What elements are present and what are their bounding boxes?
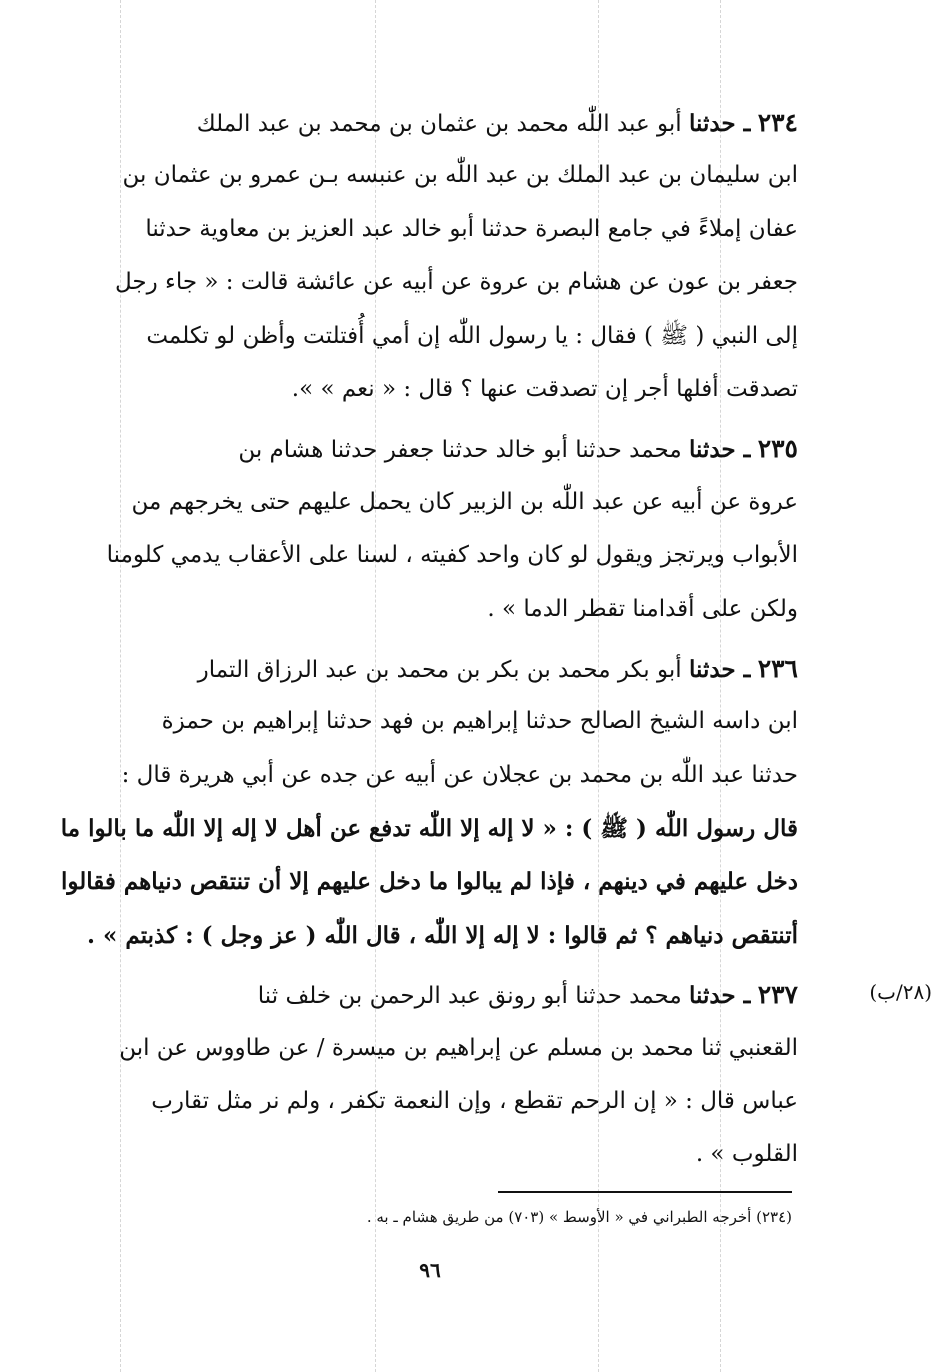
hadith-line-text: محمد حدثنا أبو خالد حدثنا جعفر حدثنا هشام بن — [238, 437, 682, 464]
hadith-number: ٢٣٥ — [757, 434, 798, 464]
hadith-number: ٢٣٤ — [757, 108, 798, 137]
hadith-line: القلوب » . — [695, 1141, 798, 1168]
hadith-line: حدثنا عبد اللّٰه بن محمد بن عجلان عن أبيه عن جده عن أبي هريرة قال : — [121, 761, 798, 788]
hadith-line: عروة عن أبيه عن عبد اللّٰه بن الزبير كان يحمل عليهم حتى يخرجهم من — [131, 488, 798, 515]
manuscript-folio-note: (٢٨/ب) — [869, 980, 932, 1004]
hadith-line — [48, 422, 798, 475]
hadith-235 — [48, 422, 798, 636]
hadith-number: ٢٣٧ — [757, 980, 798, 1010]
hadith-line-text: أبو بكر محمد بن بكر بن محمد بن عبد الرزاق التمار — [197, 656, 682, 683]
hadith-line-text: محمد حدثنا أبو رونق عبد الرحمن بن خلف ثنا — [257, 983, 682, 1010]
hadith-lead: ـ حدثنا — [689, 982, 751, 1010]
footnote-divider — [498, 1191, 792, 1193]
hadith-234 — [48, 96, 798, 416]
hadith-line: الأبواب ويرتجز ويقول لو كان واحد كفيته ، لسنا على الأعقاب يدمي كلومنا — [106, 542, 798, 569]
page-number: ٩٦ — [419, 1258, 441, 1282]
hadith-236 — [48, 642, 798, 962]
hadith-line: ابن داسه الشيخ الصالح حدثنا إبراهيم بن فهد حدثنا إبراهيم بن حمزة — [161, 708, 798, 735]
hadith-line: ابن سليمان بن عبد الملك بن عبد اللّٰه بن عنبسه بـن عمرو بن عثمان بن — [122, 162, 798, 189]
hadith-line: دخل عليهم في دينهم ، فإذا لم يبالوا ما دخل عليهم إلا أن تنتقص دنياهم فقالوا — [60, 868, 798, 896]
hadith-line: عفان إملاءً في جامع البصرة حدثنا أبو خالد عبد العزيز بن معاوية حدثنا — [145, 215, 798, 242]
main-text — [48, 96, 798, 1188]
hadith-line: القعنبي ثنا محمد بن مسلم عن إبراهيم بن ميسرة / عن طاووس عن ابن — [119, 1034, 798, 1061]
footnote: (٢٣٤) أخرجه الطبراني في « الأوسط » (٧٠٣) من طريق هشام ـ به . — [366, 1208, 792, 1226]
hadith-237 — [48, 968, 798, 1182]
hadith-lead: ـ حدثنا — [689, 110, 751, 137]
hadith-lead: ـ حدثنا — [689, 655, 751, 683]
hadith-line: جعفر بن عون عن هشام بن عروة عن أبيه عن عائشة قالت : « جاء رجل — [114, 269, 798, 296]
hadith-line — [48, 96, 798, 149]
hadith-line: قال رسول اللّٰه ( ﷺ ) : « لا إله إلا اللّٰه تدفع عن أهل لا إله إلا اللّٰه ما بالوا ما — [60, 815, 798, 843]
hadith-lead: ـ حدثنا — [689, 436, 751, 464]
hadith-number: ٢٣٦ — [757, 653, 798, 683]
hadith-line: أتنتقص دنياهم ؟ ثم قالوا : لا إله إلا اللّٰه ، قال اللّٰه ( عز وجل ) : كذبتم » . — [87, 921, 798, 949]
hadith-line-text: أبو عبد اللّٰه محمد بن عثمان بن محمد بن عبد الملك — [196, 111, 682, 137]
hadith-line: عباس قال : « إن الرحم تقطع ، وإن النعمة تكفر ، ولم نر مثل تقارب — [151, 1088, 798, 1115]
hadith-line — [48, 642, 798, 695]
hadith-line: تصدقت أفلها أجر إن تصدقت عنها ؟ قال : « نعم » ». — [291, 375, 798, 402]
hadith-line: إلى النبي ( ﷺ ) فقال : يا رسول اللّٰه إن أمي أُفتلتت وأظن لو تكلمت — [146, 322, 798, 349]
hadith-line — [48, 968, 798, 1021]
hadith-line: ولكن على أقدامنا تقطر الدما » . — [487, 595, 798, 622]
